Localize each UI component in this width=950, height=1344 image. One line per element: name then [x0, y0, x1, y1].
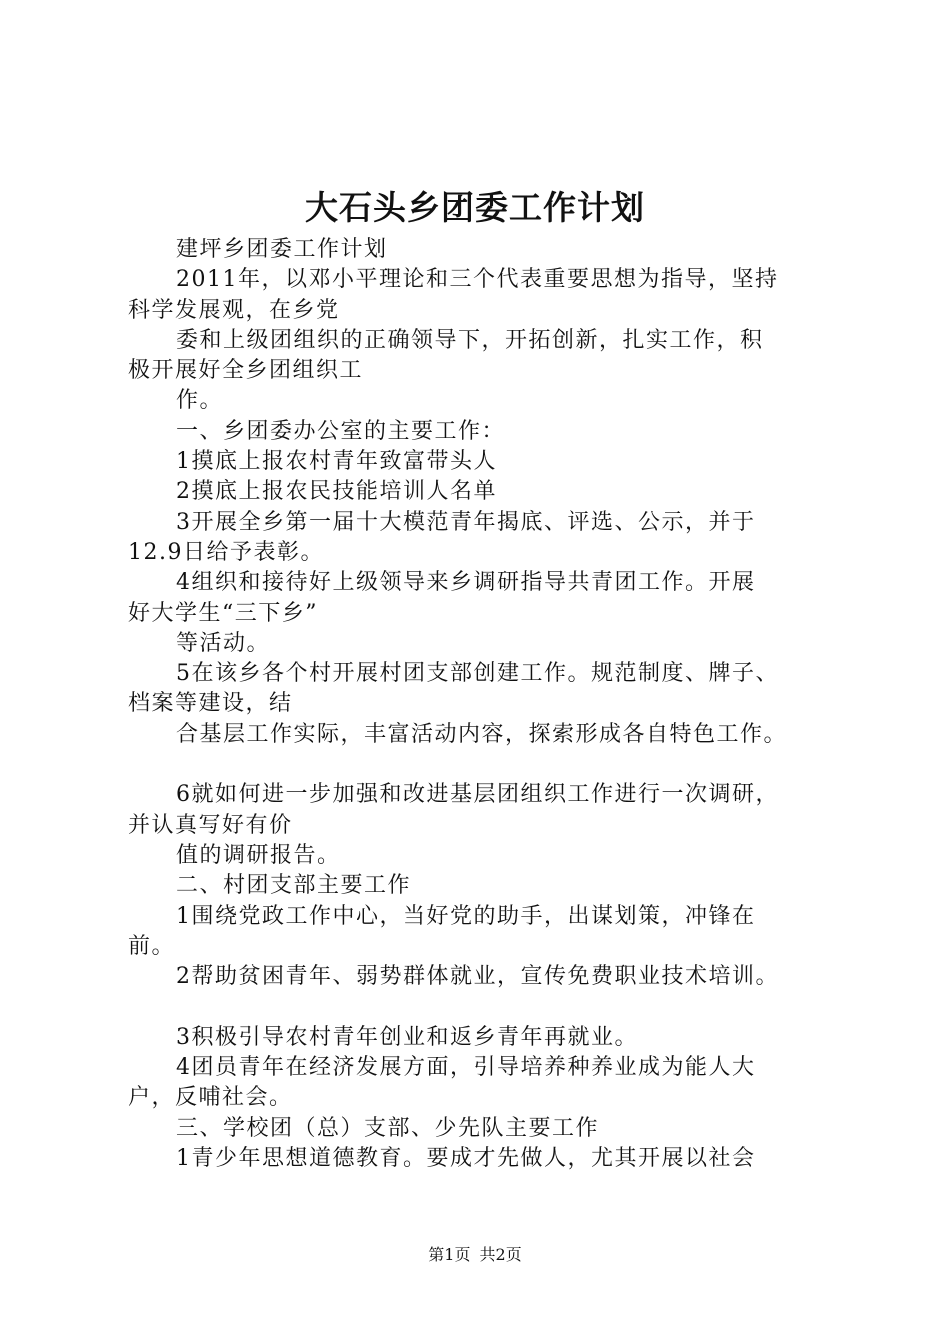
- list-item: 2帮助贫困青年、弱势群体就业，宣传免费职业技术培训。: [176, 964, 779, 990]
- list-item-continuation: 等活动。: [176, 630, 271, 656]
- paragraph-line: 2011年，以邓小平理论和三个代表重要思想为指导，坚持: [176, 267, 779, 293]
- list-item-continuation: 前。: [128, 933, 176, 959]
- list-item: 1青少年思想道德教育。要成才先做人，尤其开展以社会: [176, 1145, 756, 1171]
- list-item: 1摸底上报农村青年致富带头人: [176, 449, 497, 475]
- list-item: 5在该乡各个村开展村团支部创建工作。规范制度、牌子、: [176, 661, 779, 687]
- section-heading-3: 三、学校团（总）支部、少先队主要工作: [176, 1115, 600, 1141]
- paragraph-line: 委和上级团组织的正确领导下，开拓创新，扎实工作，积: [176, 327, 764, 353]
- paragraph-line: 作。: [176, 388, 224, 414]
- list-item: 1围绕党政工作中心，当好党的助手，出谋划策，冲锋在: [176, 903, 756, 929]
- list-item-continuation: 并认真写好有价: [128, 812, 293, 838]
- list-item-continuation: 12.9日给予表彰。: [128, 539, 324, 565]
- list-item: 2摸底上报农民技能培训人名单: [176, 479, 497, 505]
- list-item: 4组织和接待好上级领导来乡调研指导共青团工作。开展: [176, 570, 756, 596]
- document-body: [128, 235, 848, 1174]
- list-item-continuation: 户，反哺社会。: [128, 1085, 293, 1111]
- page-number-footer: 第1页 共2页: [428, 1245, 522, 1264]
- list-item-continuation: 合基层工作实际，丰富活动内容，探索形成各自特色工作。: [176, 721, 788, 747]
- list-item-continuation: 值的调研报告。: [176, 842, 341, 868]
- blank-line: [128, 992, 848, 1022]
- subtitle-line: 建坪乡团委工作计划: [176, 237, 388, 262]
- blank-line: [128, 750, 848, 780]
- document-title: 大石头乡团委工作计划: [305, 188, 645, 227]
- list-item: 4团员青年在经济发展方面，引导培养种养业成为能人大: [176, 1055, 756, 1081]
- list-item: 6就如何进一步加强和改进基层团组织工作进行一次调研，: [176, 782, 779, 808]
- list-item: 3积极引导农村青年创业和返乡青年再就业。: [176, 1024, 638, 1050]
- list-item: 3开展全乡第一届十大模范青年揭底、评选、公示，并于: [176, 509, 756, 535]
- list-item-continuation: 档案等建设，结: [128, 691, 293, 717]
- section-heading-1: 一、乡团委办公室的主要工作：: [176, 418, 506, 444]
- list-item-continuation: 好大学生“三下乡”: [128, 600, 318, 626]
- section-heading-2: 二、村团支部主要工作: [176, 873, 412, 899]
- paragraph-line: 科学发展观，在乡党: [128, 297, 340, 323]
- paragraph-line: 极开展好全乡团组织工: [128, 358, 364, 384]
